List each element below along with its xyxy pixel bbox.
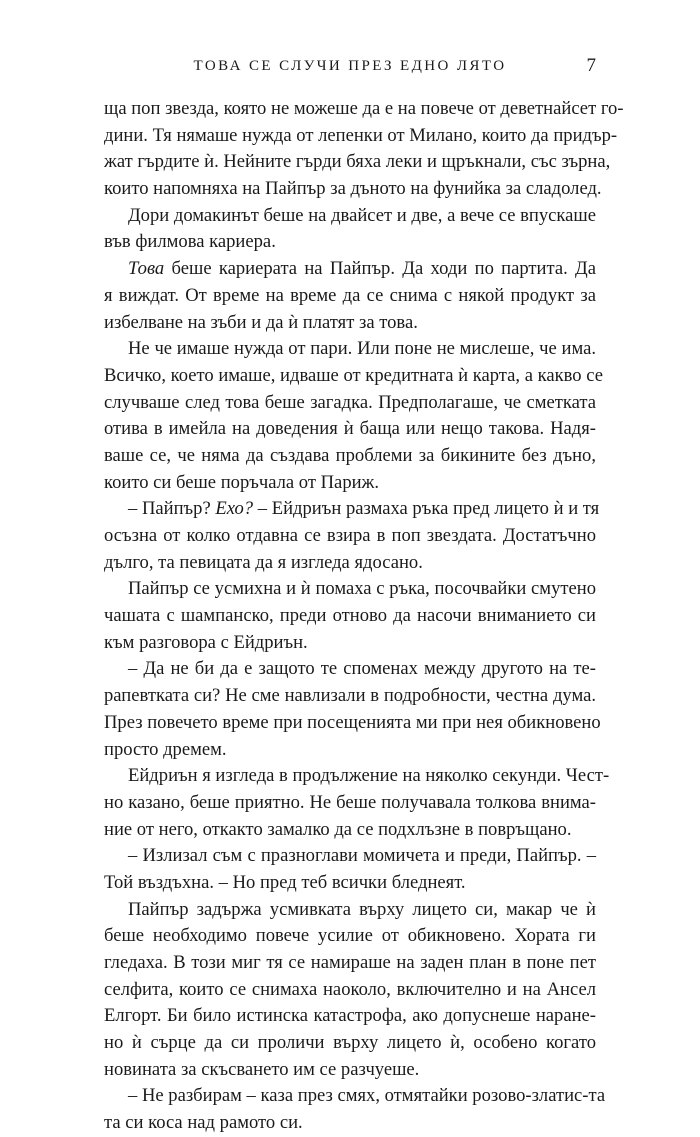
text-line: чашата с шампанско, преди отново да насочи вниманието си [104, 605, 596, 627]
text-line: към разговора с Ейдриън. [104, 631, 308, 653]
page-number: 7 [586, 55, 596, 76]
italic-word: Това [128, 258, 165, 280]
text-line: та си коса над рамото си. [104, 1112, 303, 1134]
text-line [104, 256, 596, 283]
text-line-start: – Пайпър? [128, 498, 211, 520]
text-line: През повечето време при посещенията ми при нея обикновено [104, 711, 601, 733]
text-line: селфита, които се снимаха наоколо, включително и на Ансел [104, 978, 596, 1000]
text-line: Пайпър задържа усмивката върху лицето си, макар че ѝ [128, 898, 596, 920]
text-line: просто дремем. [104, 738, 227, 760]
text-line: които напомняха на Пайпър за дъното на фунийка за сладолед. [104, 178, 602, 200]
text-line: ща поп звезда, която не можеше да е на повече от деветнайсет го- [104, 98, 624, 119]
text-line: – Не разбирам – каза през смях, отмятайки розово-златис-та [128, 1085, 606, 1107]
body-text [104, 96, 624, 1137]
text-line: я виждат. От време на време да се снима с някой продукт за [104, 284, 596, 306]
text-line: във филмова кариера. [104, 231, 276, 253]
text-line: случваше след това беше загадка. Предполагаше, че сметката [104, 391, 596, 413]
text-line: ние от него, откакто замалко да се подхлъзне в повръщано. [104, 818, 572, 840]
text-line: осъзна от колко отдавна се взира в поп звездата. Достатъчно [104, 525, 596, 546]
text-line: Всичко, което имаше, идваше от кредитната ѝ карта, а какво се [104, 364, 603, 386]
text-line: – Излизал съм с празноглави момичета и преди, Пайпър. – [128, 845, 596, 867]
text-line: отива в имейла на доведения ѝ баща или нещо такова. Надя- [104, 418, 596, 440]
text-line: Той въздъхна. – Но пред теб всички бледнеят. [104, 871, 466, 893]
text-line: но казано, беше приятно. Не беше получавала толкова внима- [104, 791, 596, 813]
text-line: жат гърдите ѝ. Нейните гърди бяха леки и щръкнали, със зърна, [104, 151, 611, 173]
text-line: Ейдриън я изгледа в продължение на няколко секунди. Чест- [128, 765, 610, 787]
text-line: – Да не би да е защото те споменах между другото на те- [128, 658, 596, 680]
text-line: но ѝ сърце да си проличи върху лицето ѝ, особено когато [104, 1032, 596, 1054]
italic-word: Ехо? [215, 498, 254, 520]
text-line: дълго, та певицата да я изгледа ядосано. [104, 551, 423, 573]
text-line [104, 496, 600, 523]
text-line: дини. Тя нямаше нужда от лепенки от Милано, които да придър- [104, 124, 618, 146]
text-line: беше необходимо повече усилие от обикновено. Хората ги [104, 925, 596, 947]
text-line: рапевтката си? Не сме навлизали в подробности, честна дума. [104, 685, 596, 707]
text-line-rest: – Ейдриън размаха ръка пред лицето ѝ и тя [257, 498, 600, 520]
text-line: Пайпър се усмихна и ѝ помаха с ръка, посочвайки смутено [128, 578, 596, 600]
text-line: Елгорт. Би било истинска катастрофа, ако допуснеше наране- [104, 1005, 596, 1027]
text-line: избелване на зъби и да ѝ платят за това. [104, 311, 418, 333]
text-line: Дори домакинът беше на двайсет и две, а вече се впускаше [128, 204, 596, 226]
text-line: Не че имаше нужда от пари. Или поне не мислеше, че има. [128, 338, 596, 360]
text-line: новината за скъсването им се разчуеше. [104, 1058, 420, 1080]
text-line: гледаха. В този миг тя се намираше на заден план в поне пет [104, 952, 596, 973]
running-title: ТОВА СЕ СЛУЧИ ПРЕЗ ЕДНО ЛЯТО [193, 58, 507, 74]
text-line: които си беше поръчала от Париж. [104, 471, 380, 493]
text-line: ваше се, че няма да създава проблеми за бикините без дъно, [104, 444, 596, 466]
text-line-rest: беше кариерата на Пайпър. Да ходи по партита. Да [171, 258, 596, 280]
running-header [104, 55, 596, 82]
